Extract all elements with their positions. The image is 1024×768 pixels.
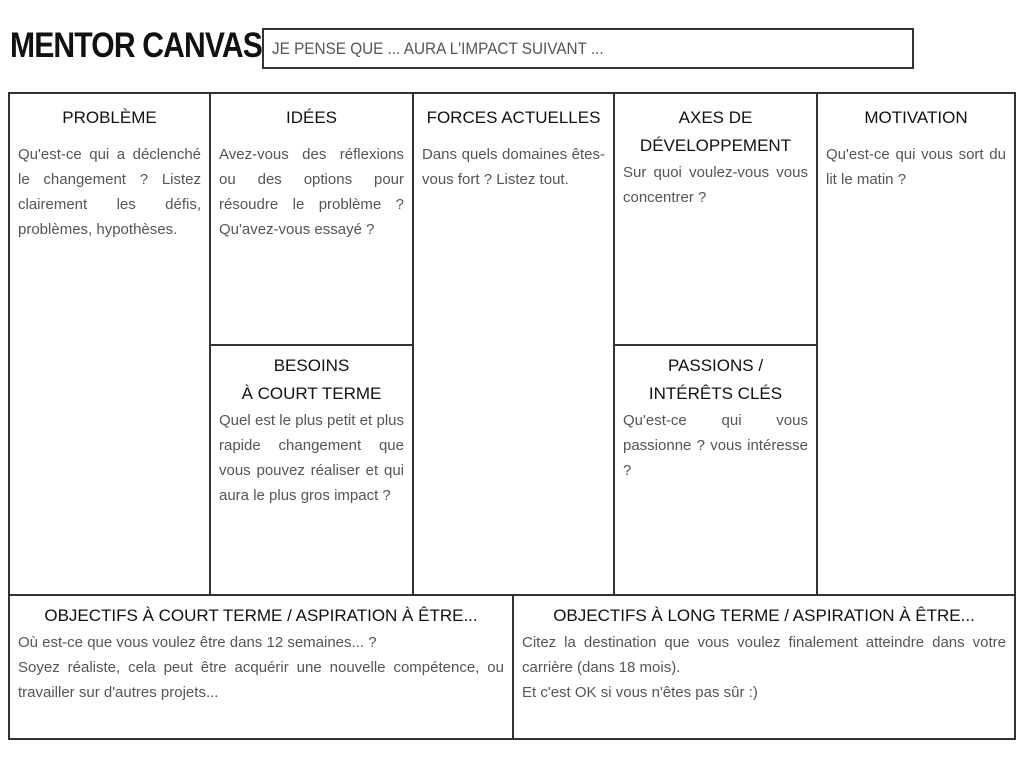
section-title [615, 352, 816, 408]
section-description: Qu'est-ce qui vous sort du lit le matin ? [826, 146, 1006, 188]
section-motivation[interactable] [818, 94, 1014, 594]
impact-statement-box[interactable] [262, 28, 914, 69]
section-description: Où est-ce que vous voulez être dans 12 semaines... ? [18, 634, 377, 651]
section-title-line: PASSIONS / [667, 356, 764, 375]
section-besoins-court-terme[interactable] [211, 346, 412, 594]
section-description: Sur quoi voulez-vous vous concentrer ? [623, 164, 808, 206]
mentor-canvas-grid [8, 92, 1016, 740]
section-title: OBJECTIFS À COURT TERME / ASPIRATION À ÊTRE... [44, 606, 478, 625]
section-description: Qu'est-ce qui vous passionne ? vous intéresse ? [623, 412, 808, 479]
section-title: MOTIVATION [864, 108, 968, 127]
section-title [211, 352, 412, 408]
section-description: Soyez réaliste, cela peut être acquérir une nouvelle compétence, ou travailler sur d'autres projets... [18, 659, 504, 701]
section-idees[interactable] [211, 94, 412, 344]
section-probleme[interactable] [10, 94, 209, 594]
section-title: IDÉES [285, 108, 338, 127]
section-title: OBJECTIFS À LONG TERME / ASPIRATION À ÊTRE... [553, 606, 975, 625]
page-title: MENTOR CANVAS [10, 26, 262, 65]
section-description: Quel est le plus petit et plus rapide changement que vous pouvez réaliser et qui aura le plus gros impact ? [219, 412, 404, 504]
section-passions-interets[interactable] [615, 346, 816, 594]
section-axes-developpement[interactable] [615, 94, 816, 344]
section-title [615, 104, 816, 160]
section-title: FORCES ACTUELLES [426, 108, 601, 127]
section-description: Citez la destination que vous voulez finalement atteindre dans votre carrière (dans 18 mois). [522, 634, 1006, 676]
section-description: Et c'est OK si vous n'êtes pas sûr :) [522, 684, 758, 701]
section-forces-actuelles[interactable] [414, 94, 613, 594]
section-description: Dans quels domaines êtes-vous fort ? Listez tout. [422, 146, 605, 188]
impact-statement-text: JE PENSE QUE ... AURA L'IMPACT SUIVANT ... [272, 39, 604, 58]
section-description: Avez-vous des réflexions ou des options pour résoudre le problème ? Qu'avez-vous essayé ? [219, 146, 404, 238]
section-title-line: DÉVELOPPEMENT [639, 136, 792, 155]
section-title-line: AXES DE [678, 108, 753, 127]
section-objectifs-court-terme[interactable] [10, 596, 512, 740]
section-description: Qu'est-ce qui a déclenché le changement ? Listez clairement les défis, problèmes, hypothèses. [18, 146, 201, 238]
section-title-line: BESOINS [273, 356, 350, 375]
section-objectifs-long-terme[interactable] [514, 596, 1014, 740]
section-title-line: INTÉRÊTS CLÉS [648, 384, 783, 403]
section-title-line: À COURT TERME [241, 384, 382, 403]
section-title: PROBLÈME [62, 108, 157, 127]
